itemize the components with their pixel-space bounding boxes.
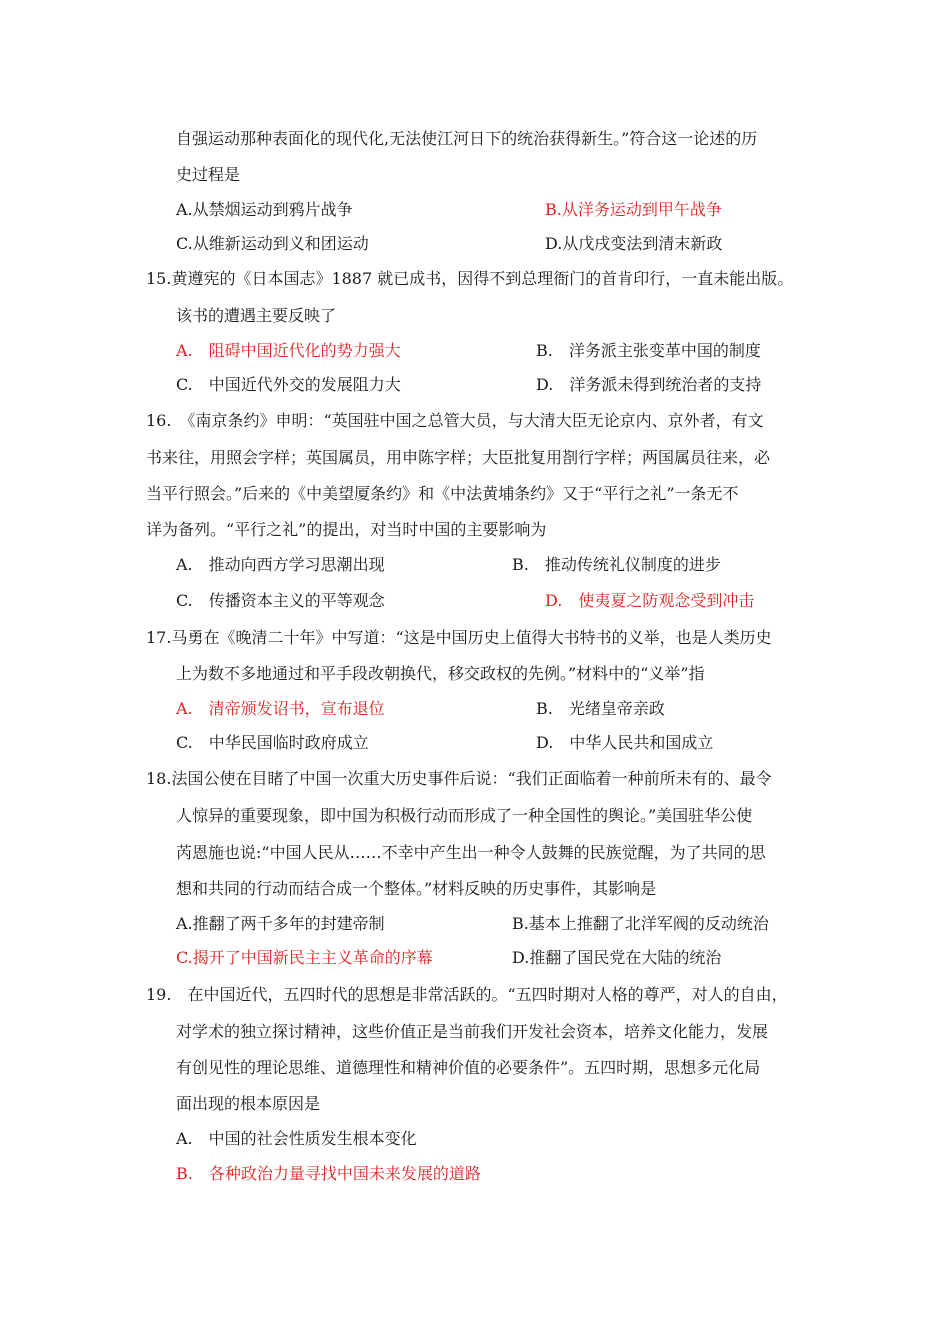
q18-option-b: B.基本上推翻了北洋军阀的反动统治 — [512, 914, 769, 933]
q17-stem-line-1: 17.马勇在《晚清二十年》中写道：“这是中国历史上值得大书特书的义举，也是人类历史 — [146, 628, 772, 647]
q16-option-d-answer: D. 使夷夏之防观念受到冲击 — [545, 591, 755, 610]
q16-option-b: B. 推动传统礼仪制度的进步 — [512, 555, 721, 574]
q16-option-c: C. 传播资本主义的平等观念 — [176, 591, 385, 610]
q19-stem-line-1: 19. 在中国近代，五四时代的思想是非常活跃的。“五四时期对人格的尊严，对人的自由， — [146, 985, 788, 1004]
q18-stem-line-3: 芮恩施也说:“中国人民从……不幸中产生出一种令人鼓舞的民族觉醒，为了共同的思 — [176, 843, 766, 862]
q19-stem-line-3: 有创见性的理论思维、道德理性和精神价值的必要条件”。五四时期，思想多元化局 — [176, 1058, 761, 1077]
q19-stem-line-4: 面出现的根本原因是 — [176, 1094, 321, 1113]
q18-stem-line-1: 18.法国公使在目睹了中国一次重大历史事件后说：“我们正面临着一种前所未有的、最令 — [146, 769, 772, 788]
q16-stem-line-3: 当平行照会。”后来的《中美望厦条约》和《中法黄埔条约》又于“平行之礼”一条无不 — [146, 484, 739, 503]
q19-option-b-answer: B. 各种政治力量寻找中国未来发展的道路 — [176, 1164, 481, 1183]
q14-option-a: A.从禁烟运动到鸦片战争 — [176, 200, 353, 219]
q18-option-c-answer: C.揭开了中国新民主主义革命的序幕 — [176, 948, 433, 967]
q16-option-a: A. 推动向西方学习思潮出现 — [176, 555, 385, 574]
q16-stem-line-4: 详为备列。“平行之礼”的提出，对当时中国的主要影响为 — [146, 520, 547, 539]
q14-option-c: C.从维新运动到义和团运动 — [176, 234, 369, 253]
q16-stem-line-1: 16. 《南京条约》申明：“英国驻中国之总管大员，与大清大臣无论京内、京外者，有文 — [146, 411, 764, 430]
q14-option-b-answer: B.从洋务运动到甲午战争 — [545, 200, 722, 219]
q15-option-b: B. 洋务派主张变革中国的制度 — [536, 341, 761, 360]
q17-stem-line-2: 上为数不多地通过和平手段改朝换代，移交政权的先例。”材料中的“义举”指 — [176, 664, 705, 683]
q17-option-d: D. 中华人民共和国成立 — [536, 733, 714, 752]
q19-option-a: A. 中国的社会性质发生根本变化 — [176, 1129, 417, 1148]
q15-option-d: D. 洋务派未得到统治者的支持 — [536, 375, 762, 394]
q17-option-a-answer: A. 清帝颁发诏书，宣布退位 — [176, 699, 385, 718]
q15-stem-line-2: 该书的遭遇主要反映了 — [176, 306, 337, 325]
q14-option-d: D.从戊戌变法到清末新政 — [545, 234, 723, 253]
q19-stem-line-2: 对学术的独立探讨精神，这些价值正是当前我们开发社会资本，培养文化能力，发展 — [176, 1022, 769, 1041]
q18-option-d: D.推翻了国民党在大陆的统治 — [512, 948, 722, 967]
q17-option-c: C. 中华民国临时政府成立 — [176, 733, 369, 752]
q16-stem-line-2: 书来往，用照会字样；英国属员，用申陈字样；大臣批复用剳行字样；两国属员往来，必 — [146, 448, 771, 467]
q14-stem-line-2: 史过程是 — [176, 165, 241, 184]
q18-option-a: A.推翻了两千多年的封建帝制 — [176, 914, 385, 933]
q18-stem-line-2: 人惊异的重要现象，即中国为积极行动而形成了一种全国性的舆论。”美国驻华公使 — [176, 806, 753, 825]
q15-option-c: C. 中国近代外交的发展阻力大 — [176, 375, 401, 394]
q15-stem-line-1: 15.黄遵宪的《日本国志》1887 就已成书，因得不到总理衙门的首肯印行，一直未能出版。 — [146, 269, 794, 288]
q17-option-b: B. 光绪皇帝亲政 — [536, 699, 665, 718]
q18-stem-line-4: 想和共同的行动而结合成一个整体。”材料反映的历史事件，其影响是 — [176, 879, 657, 898]
q14-stem-line-1: 自强运动那种表面化的现代化,无法使江河日下的统治获得新生。”符合这一论述的历 — [176, 129, 758, 148]
q15-option-a-answer: A. 阻碍中国近代化的势力强大 — [176, 341, 401, 360]
